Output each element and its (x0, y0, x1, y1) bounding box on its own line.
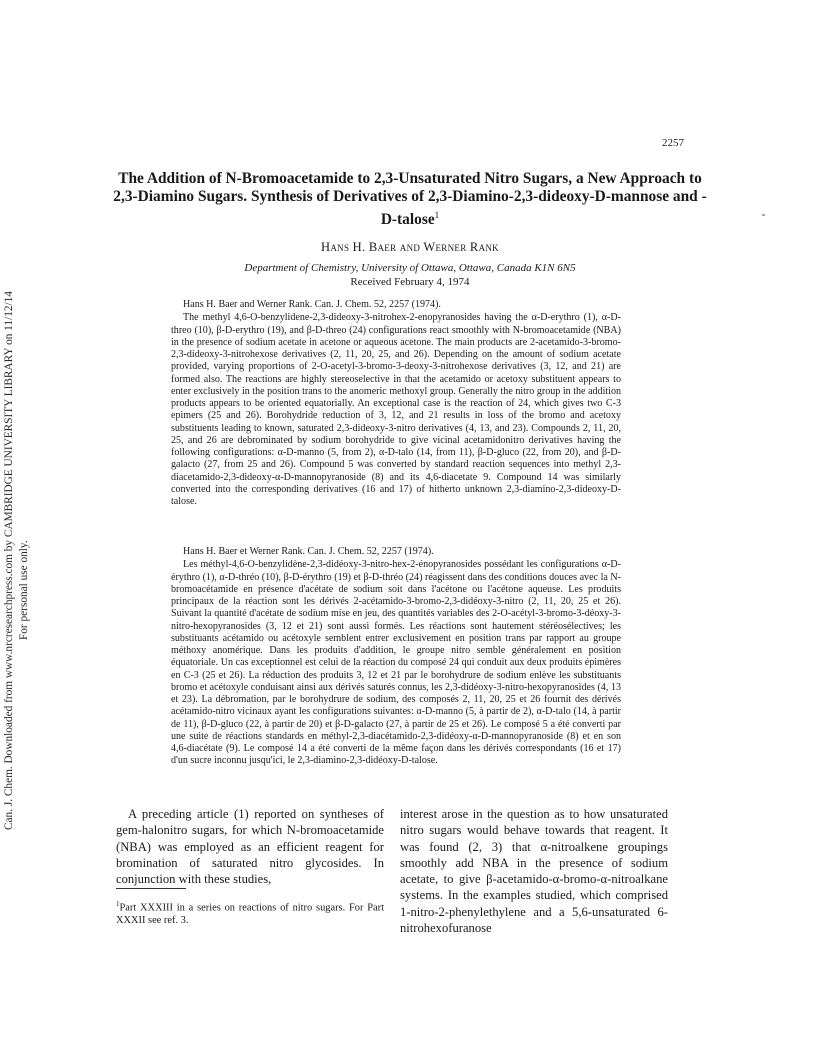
title-footnote-mark: 1 (434, 210, 440, 220)
download-notice (2, 210, 32, 830)
body-paragraph-right: interest arose in the question as to how unsaturated nitro sugars would behave towards that reagent. It was found (2, 3) that α-nitroalkene groupings smoothly add NBA in the presence of sodium acetate, to give β-acetamido-α-bromo-α-nitroalkane systems. In the examples studied, which comprised 1-nitro-2-phenylethylene and a 5,6-unsaturated 6-nitrohexofuranose (400, 807, 668, 936)
page-number: 2257 (662, 137, 684, 149)
footnote-mark: 1 (116, 900, 120, 908)
abstract-english (171, 299, 621, 508)
footnote (116, 898, 384, 927)
abstract-french-citation: Hans H. Baer et Werner Rank. Can. J. Chem. 52, 2257 (1974). (183, 546, 434, 557)
received-date: Received February 4, 1974 (350, 276, 470, 288)
abstract-english-body: The methyl 4,6-O-benzylidene-2,3-dideoxy-3-nitrohex-2-enopyranosides having the α-D-erythro (1), α-D-threo (10), β-D-erythro (19), and β-D-threo (24) configurations react smoothly with N-bromoacetamide (NBA) in the presence of sodium acetate in acetone or aqueous acetone. The main products are 2-acetamido-3-bromo-2,3-dideoxy-3-nitrohexose derivatives (2, 11, 20, 25, and 26). Depending on the amount of sodium acetate provided, varying proportions of 2-O-acetyl-3-bromo-3-deoxy-3-nitrohexose derivatives (3, 12, and 21) are formed also. The reactions are highly stereoselective in that the acetamido or acetoxy substituent appears to enter exclusively in the position trans to the anomeric methoxyl group. Generally the nitro group in the addition products appears to be oriented equatorially. An exceptional case is the reaction of 24, which gives two C-3 epimers (25 and 26). Borohydride reduction of 3, 12, and 21 results in loss of the bromo and acetoxy substituents leading to known, saturated 2,3-dideoxy-3-nitro derivatives (4, 13, and 23). Compounds 2, 11, 20, 25, and 26 are debrominated by sodium borohydride to give vicinal acetamidonitro derivatives having the following configurations: α-D-manno (5, from 2), α-D-talo (14, from 11), β-D-gluco (22, from 20), and β-D-galacto (27, from 25 and 26). Compound 5 was converted by standard reaction sequences into methyl 2,3-diacetamido-2,3-dideoxy-α-D-mannopyranoside (8) and its 4,6-diacetate 9. Compound 14 was similarly converted into the corresponding derivatives (16 and 17) of hitherto unknown 2,3-diamino-2,3-dideoxy-D-talose. (171, 312, 621, 507)
footnote-divider (116, 888, 186, 889)
body-column-right (400, 806, 668, 936)
abstract-english-citation: Hans H. Baer and Werner Rank. Can. J. Chem. 52, 2257 (1974). (183, 299, 441, 310)
authors: Hans H. Baer and Werner Rank (321, 240, 499, 254)
scan-speck (762, 214, 765, 216)
body-paragraph-left: A preceding article (1) reported on syntheses of gem-halonitro sugars, for which N-bromoacetamide (NBA) was employed as an efficient reagent for bromination of saturated nitro glycosides. In conjunction with these studies, (116, 807, 384, 887)
article-title (110, 170, 710, 229)
article-title-text: The Addition of N-Bromoacetamide to 2,3-Unsaturated Nitro Sugars, a New Approach to 2,3-Diamino Sugars. Synthesis of Derivatives of 2,3-Diamino-2,3-dideoxy-D-mannose and -D-talose (113, 170, 707, 229)
affiliation: Department of Chemistry, University of Ottawa, Ottawa, Canada K1N 6N5 (244, 262, 576, 274)
footnote-text: Part XXXIII in a series on reactions of nitro sugars. For Part XXXII see ref. 3. (116, 902, 384, 927)
abstract-french (171, 546, 621, 768)
body-column-left (116, 806, 384, 887)
abstract-french-body: Les méthyl-4,6-O-benzylidène-2,3-didéoxy-3-nitro-hex-2-énopyranosides possédant les configurations α-D-érythro (1), α-D-thréo (10), β-D-érythro (19) et β-D-thréo (24) réagissent dans des conditions douces avec la N-bromoacétamide en présence d'acétate de sodium soit dans l'acétone ou l'acétone aqueuse. Les produits principaux de la réaction sont les dérivés 2-acétamido-3-bromo-2,3-didéoxy-3-nitro (2, 11, 20, 25 et 26). Suivant la quantité d'acétate de sodium mise en jeu, des quantités variables des 2-O-acétyl-3-bromo-3-déoxy-3-nitro-hexopyranosides (3, 12 et 21) sont aussi formés. Les réactions sont hautement stéréosélectives; les substituants acétamido ou acétoxyle semblent entrer exclusivement en position trans par rapport au groupe méthoxy anomérique. Dans les produits d'addition, le groupe nitro semble généralement en position équatoriale. Un cas exceptionnel est celui de la réaction du composé 24 qui conduit aux deux produits épimères en C-3 (25 et 26). La réduction des produits 3, 12 et 21 par le borohydrure de sodium enlève les substituants bromo et acétoxyle conduisant ainsi aux dérivés saturés connus, les 2,3-didéoxy-3-nitro-hexopyranosides (4, 13 et 23). La débromation, par le borohydrure de sodium, des composés 2, 11, 20, 25 et 26 fournit des dérivés acétamido-nitro vicinaux ayant les configurations suivantes: α-D-manno (5, à partir de 2), α-D-talo (14, à partir de 11), β-D-gluco (22, à partir de 20) et β-D-galacto (27, à partir de 25 et 26). Le composé 5 a été converti par une suite de réactions standards en méthyl-2,3-diacétamido-2,3-didéoxy-α-D-mannopyranoside (8) et en son 4,6-diacétate (9). Le composé 14 a été converti de la même façon dans les dérivés correspondants (16 et 17) d'un sucre inconnu jusqu'ici, le 2,3-diamino-2,3-didéoxy-D-talose. (171, 559, 621, 767)
download-notice-line-2: For personal use only. (18, 540, 30, 640)
download-notice-line-1: Can. J. Chem. Downloaded from www.nrcresearchpress.com by CAMBRIDGE UNIVERSITY LIBRARY on 11/12/14 (3, 291, 15, 830)
